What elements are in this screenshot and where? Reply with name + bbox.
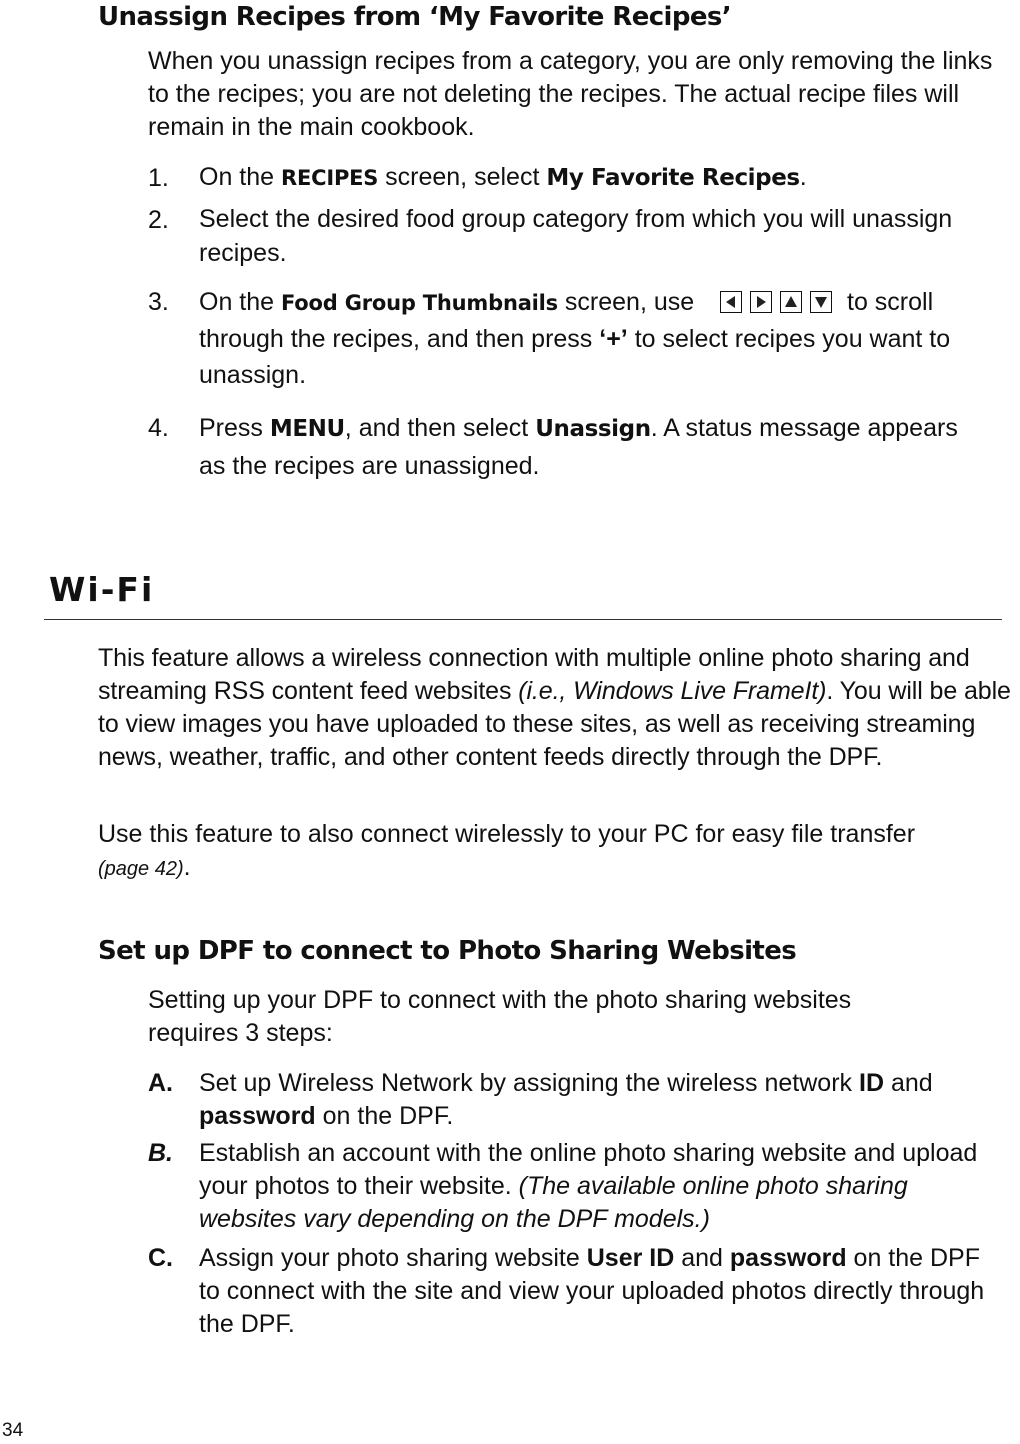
- step-1: On the RECIPES screen, select My Favorite Recipes.: [199, 163, 807, 191]
- wifi-description: This feature allows a wireless connection with multiple online photo sharing and streaming RSS content feed websites (i.e., Windows Live FrameIt). You will be able to view images you have uploaded to these sites, as well as receiving streaming news, weather, traffic, and other content feeds directly through the DPF.: [98, 644, 1011, 771]
- step-3: On the Food Group Thumbnails screen, use to scroll through the recipes, and then press ‘+’ to select recipes you want to unassign.: [199, 288, 951, 389]
- step-2: Select the desired food group category from which you will unassign recipes.: [199, 205, 953, 267]
- left-arrow-icon: [720, 291, 742, 313]
- step-number: 4.: [148, 414, 169, 442]
- setup-step-b: Establish an account with the online photo sharing website and upload your photos to their website. (The available online photo sharing websites vary depending on the DPF models.): [199, 1139, 978, 1233]
- unassign-intro: When you unassign recipes from a category, you are only removing the links to the recipes; you are not deleting the recipes. The actual recipe files will remain in the main cookbook.: [148, 47, 993, 141]
- page-number: 34: [2, 1420, 24, 1441]
- food-group-thumbnails-term: Food Group Thumbnails: [281, 291, 558, 315]
- step-number: 1.: [148, 164, 169, 192]
- setup-step-c: Assign your photo sharing website User ID and password on the DPF to connect with the site and view your uploaded photos directly through the DPF.: [199, 1244, 985, 1338]
- step-label: C.: [148, 1244, 173, 1272]
- page-reference: (page 42): [98, 858, 184, 880]
- setup-step-a: Set up Wireless Network by assigning the wireless network ID and password on the DPF.: [199, 1069, 933, 1130]
- step-number: 3.: [148, 288, 169, 316]
- plus-key-term: ‘+’: [599, 325, 628, 353]
- recipes-term: RECIPES: [281, 166, 379, 190]
- wifi-pc-transfer: Use this feature to also connect wirelessly to your PC for easy file transfer (page 42).: [98, 820, 916, 881]
- step-label: A.: [148, 1069, 173, 1097]
- unassign-term: Unassign: [535, 416, 651, 442]
- down-arrow-icon: [810, 291, 832, 313]
- section-heading-wifi: Wi-Fi: [49, 570, 155, 609]
- menu-term: MENU: [269, 416, 345, 442]
- up-arrow-icon: [780, 291, 802, 313]
- heading-divider: [44, 619, 1002, 620]
- my-favorite-recipes-term: My Favorite Recipes: [546, 165, 800, 191]
- step-4: Press MENU, and then select Unassign. A status message appears as the recipes are unassigned.: [199, 414, 958, 480]
- setup-intro: Setting up your DPF to connect with the photo sharing websites requires 3 steps:: [148, 986, 852, 1047]
- section-heading-setup: Set up DPF to connect to Photo Sharing Websites: [98, 936, 797, 966]
- right-arrow-icon: [750, 291, 772, 313]
- step-number: 2.: [148, 206, 169, 234]
- step-label: B.: [148, 1139, 173, 1167]
- section-heading-unassign: Unassign Recipes from ‘My Favorite Recipes’: [98, 2, 732, 32]
